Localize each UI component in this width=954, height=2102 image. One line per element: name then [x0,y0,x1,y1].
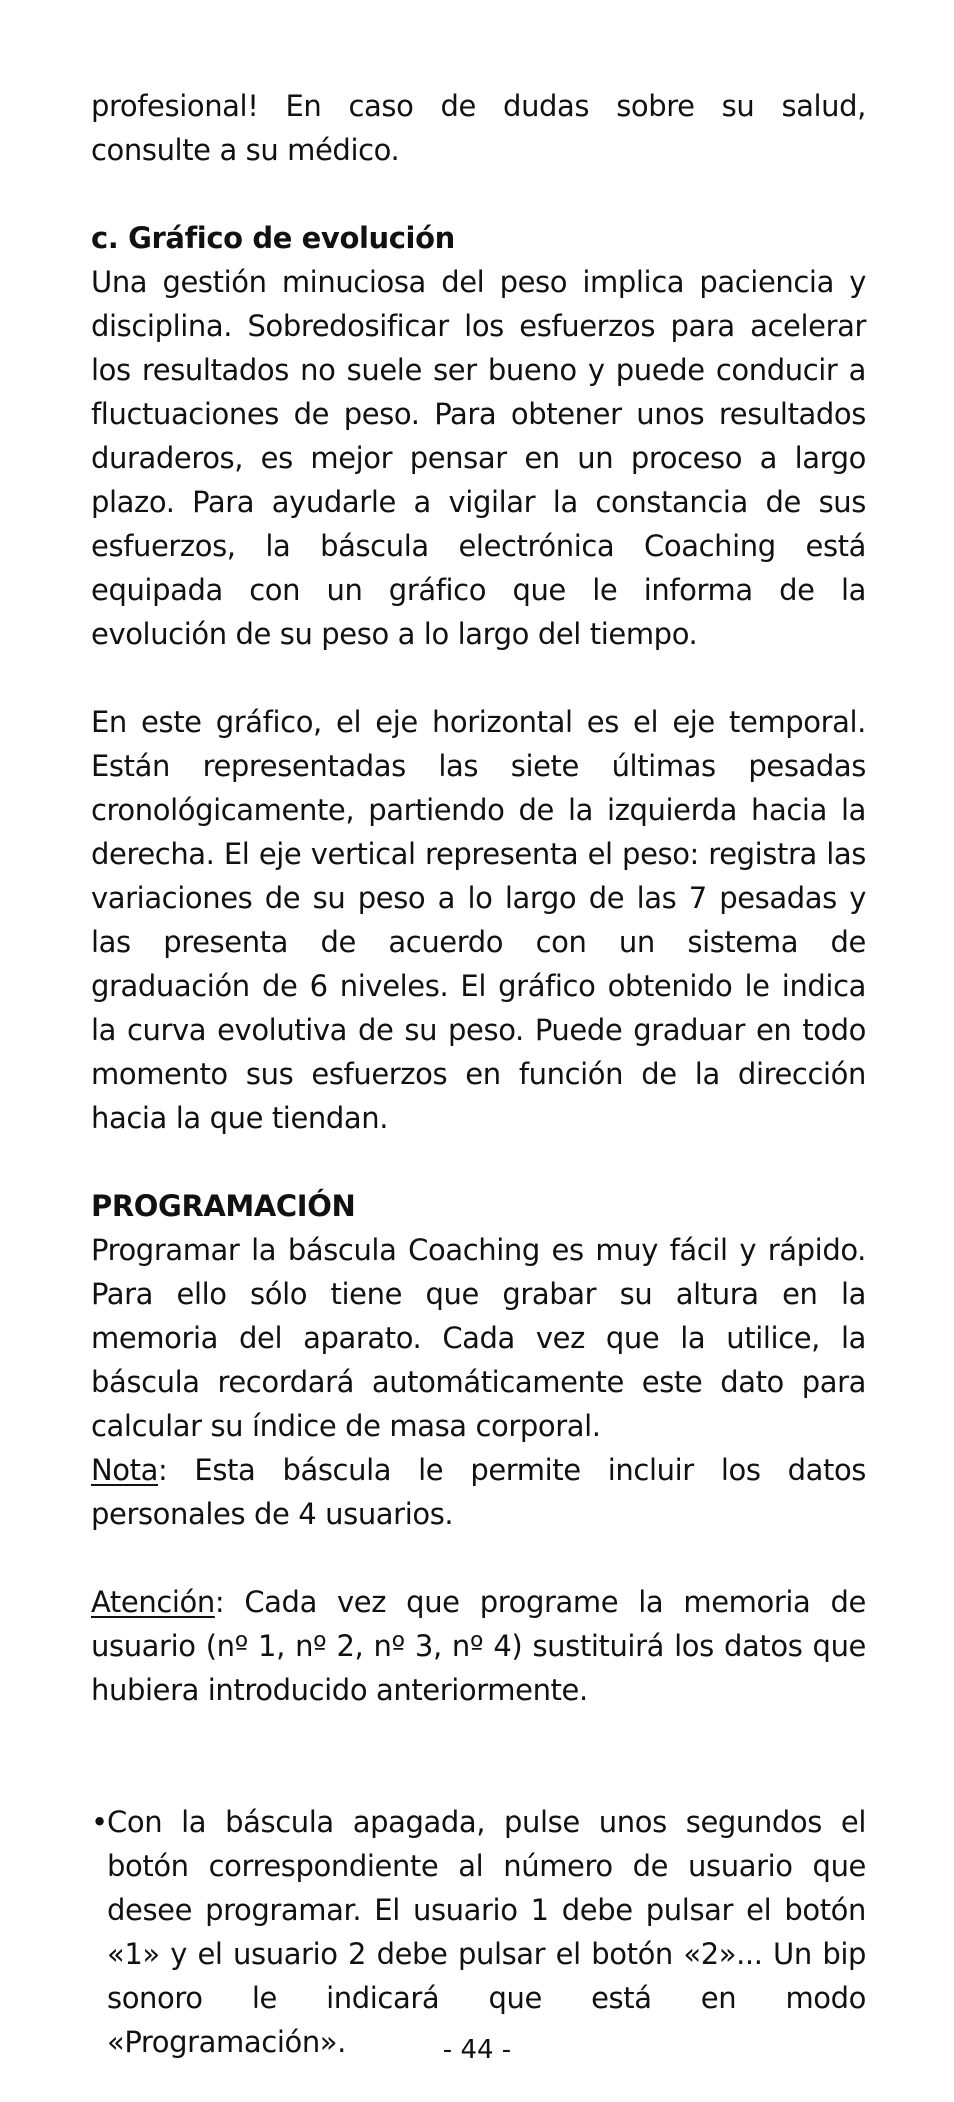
page-number: - 44 - [442,2035,512,2065]
nota-text: : Esta báscula le permite incluir los datos personales de 4 usuarios. [91,1453,866,1531]
bullet-item [91,1800,866,2064]
grafico-paragraph-2: En este gráfico, el eje horizontal es el eje temporal. Están representadas las siete últimas pesadas cronológicamente, partiendo de la izquierda hacia la derecha. El eje vertical representa el peso: registra las variaciones de su peso a lo largo de las 7 pesadas y las presenta de acuerdo con un sistema de graduación de 6 niveles. El gráfico obtenido le indica la curva evolutiva de su peso. Puede graduar en todo momento sus esfuerzos en función de la dirección hacia la que tiendan. [91,705,866,1135]
atencion-paragraph [91,1580,866,1712]
atencion-label: Atención [91,1585,215,1619]
spacer [91,656,866,700]
spacer [91,1536,866,1580]
programacion-paragraph: Programar la báscula Coaching es muy fácil y rápido. Para ello sólo tiene que grabar su altura en la memoria del aparato. Cada vez que la utilice, la báscula recordará automáticamente este dato para calcular su índice de masa corporal. [91,1233,866,1443]
manual-page-content [91,84,866,2064]
bullet-dot-icon: • [91,1805,108,1839]
nota-paragraph [91,1448,866,1536]
intro-continuation-paragraph: profesional! En caso de dudas sobre su salud, consulte a su médico. [91,89,866,167]
atencion-text: : Cada vez que programe la memoria de usuario (nº 1, nº 2, nº 3, nº 4) sustituirá los datos que hubiera introducido anteriormente. [91,1585,866,1707]
spacer [91,1140,866,1184]
section-heading-programacion: PROGRAMACIÓN [91,1189,356,1223]
nota-label: Nota [91,1453,158,1487]
spacer [91,172,866,216]
bullet-text: Con la báscula apagada, pulse unos segundos el botón correspondiente al número de usuario que desee programar. El usuario 1 debe pulsar el botón «1» y el usuario 2 debe pulsar el botón «2»... Un bip sonoro le indicará que está en modo «Programación». [107,1805,866,2059]
grafico-paragraph-1: Una gestión minuciosa del peso implica paciencia y disciplina. Sobredosificar los esfuerzos para acelerar los resultados no suele ser bueno y puede conducir a fluctuaciones de peso. Para obtener unos resultados duraderos, es mejor pensar en un proceso a largo plazo. Para ayudarle a vigilar la constancia de sus esfuerzos, la báscula electrónica Coaching está equipada con un gráfico que le informa de la evolución de su peso a lo largo del tiempo. [91,265,866,651]
spacer [91,1712,866,1800]
section-heading-grafico-evolucion: c. Gráfico de evolución [91,221,455,255]
